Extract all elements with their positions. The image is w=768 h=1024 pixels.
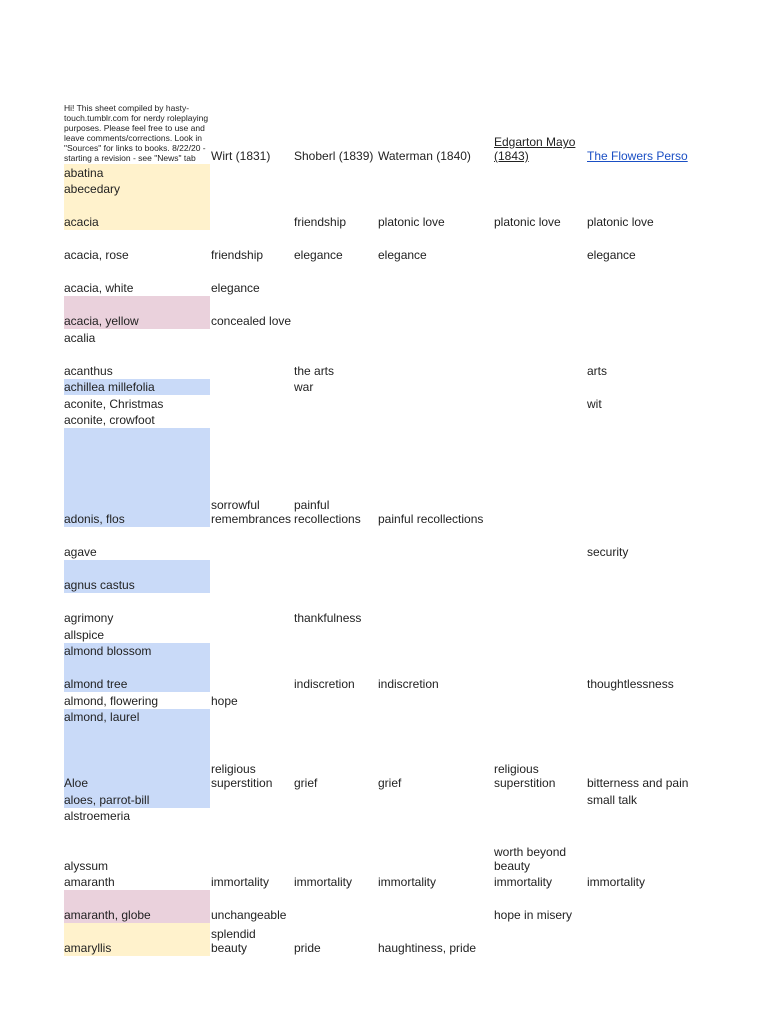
meaning-cell[interactable]: [211, 692, 294, 709]
flower-name-cell-text: aconite, crowfoot: [64, 413, 155, 427]
meaning-cell-text: elegance: [378, 248, 427, 262]
meaning-cell[interactable]: [587, 725, 690, 791]
flower-name-cell-text: agrimony: [64, 611, 114, 625]
header-edgarton-mayo[interactable]: [494, 90, 587, 164]
flower-name-cell[interactable]: [64, 263, 210, 296]
meaning-cell-text: worth beyond beauty: [494, 844, 567, 873]
flower-name-cell[interactable]: [64, 874, 210, 891]
flower-name-cell[interactable]: [64, 395, 210, 412]
flower-name-cell[interactable]: [64, 230, 210, 263]
flower-name-cell-text: acacia, white: [64, 281, 134, 295]
meaning-cell-text: hope: [211, 693, 238, 708]
flower-name-cell-text: almond blossom: [64, 644, 152, 658]
meaning-cell-text: grief: [378, 776, 402, 790]
flower-name-cell[interactable]: [64, 725, 210, 791]
meaning-cell-text: indiscretion: [294, 677, 355, 691]
meaning-cell-text: friendship: [294, 215, 347, 229]
flower-name-cell-text: Aloe: [64, 776, 89, 790]
flower-name-cell-text: aloes, parrot-bill: [64, 792, 150, 807]
meaning-cell[interactable]: [378, 923, 494, 956]
meaning-cell-text: platonic love: [378, 215, 445, 229]
meaning-cell[interactable]: [211, 890, 294, 923]
meaning-cell[interactable]: [378, 428, 494, 527]
flower-name-cell[interactable]: [64, 824, 210, 874]
meaning-cell[interactable]: [294, 197, 378, 230]
flower-name-cell[interactable]: [64, 626, 210, 643]
meaning-cell-text: security: [587, 545, 629, 559]
flower-name-cell[interactable]: [64, 808, 210, 825]
meaning-cell[interactable]: [494, 890, 587, 923]
meaning-cell[interactable]: [587, 230, 690, 263]
meaning-cell[interactable]: [494, 824, 587, 874]
flower-name-cell[interactable]: [64, 527, 210, 560]
meaning-cell-text: platonic love: [587, 215, 654, 229]
flower-name-cell-text: almond, laurel: [64, 710, 140, 724]
flower-name-cell[interactable]: [64, 643, 210, 660]
flower-name-cell[interactable]: [64, 890, 210, 923]
meaning-cell-text: immortality: [211, 875, 270, 889]
header-wirt-text: Wirt (1831): [211, 149, 271, 163]
flower-name-cell-text: agnus castus: [64, 578, 135, 592]
flower-name-cell-text: acacia: [64, 215, 99, 229]
meaning-cell[interactable]: [294, 923, 378, 956]
flower-name-cell-text: amaryllis: [64, 941, 112, 955]
flower-name-cell[interactable]: [64, 692, 210, 709]
flower-name-cell-text: amaranth: [64, 875, 115, 889]
meaning-cell-text: immortality: [378, 875, 437, 889]
flower-name-cell-text: acacia, rose: [64, 248, 129, 262]
meaning-cell[interactable]: [494, 197, 587, 230]
meaning-cell-text: immortality: [587, 875, 646, 889]
meaning-cell[interactable]: [294, 593, 378, 626]
header-wirt[interactable]: [211, 90, 294, 164]
header-waterman-text: Waterman (1840): [378, 149, 471, 163]
meaning-cell-text: grief: [294, 776, 318, 790]
meaning-cell[interactable]: [294, 346, 378, 379]
meaning-cell[interactable]: [294, 379, 378, 396]
meaning-cell[interactable]: [211, 874, 294, 891]
flower-name-cell[interactable]: [64, 560, 210, 593]
meaning-cell[interactable]: [211, 230, 294, 263]
header-shoberl[interactable]: [294, 90, 378, 164]
flower-name-cell[interactable]: [64, 296, 210, 329]
flower-name-cell[interactable]: [64, 197, 210, 230]
meaning-cell[interactable]: [378, 659, 494, 692]
meaning-cell-text: unchangeable: [211, 908, 287, 922]
meaning-cell[interactable]: [294, 659, 378, 692]
meaning-cell-text: wit: [587, 396, 602, 411]
meaning-cell-text: elegance: [587, 248, 636, 262]
flower-name-cell-text: abatina: [64, 165, 104, 180]
flower-name-cell-text: achillea millefolia: [64, 380, 155, 394]
flower-name-cell-text: alyssum: [64, 858, 109, 873]
meaning-cell[interactable]: [494, 725, 587, 791]
meaning-cell-text: friendship: [211, 248, 264, 262]
meaning-cell-text: elegance: [294, 248, 343, 262]
meaning-cell-text: pride: [294, 941, 321, 955]
meaning-cell-text: thankfulness: [294, 611, 362, 625]
meaning-cell[interactable]: [378, 197, 494, 230]
header-edgarton-mayo-text: Edgarton Mayo (1843): [494, 135, 576, 163]
meaning-cell[interactable]: [587, 874, 690, 891]
flower-name-cell-text: amaranth, globe: [64, 908, 151, 922]
flower-name-cell[interactable]: [64, 659, 210, 692]
meaning-cell[interactable]: [378, 230, 494, 263]
intro-note-cell[interactable]: [64, 90, 210, 164]
meaning-cell-text: elegance: [211, 281, 260, 295]
meaning-cell[interactable]: [587, 395, 690, 412]
header-flowers-personified-text: The Flowers Perso: [587, 149, 688, 163]
flower-name-cell-text: almond, flowering: [64, 693, 159, 708]
flower-name-cell[interactable]: [64, 412, 210, 429]
flower-name-cell-text: abecedary: [64, 182, 121, 196]
flower-name-cell[interactable]: [64, 346, 210, 379]
meaning-cell[interactable]: [294, 874, 378, 891]
meaning-cell[interactable]: [587, 791, 690, 808]
flower-name-cell-text: acanthus: [64, 363, 113, 378]
flower-name-cell[interactable]: [64, 164, 210, 181]
meaning-cell-text: thoughtlessness: [587, 677, 674, 691]
flower-name-cell[interactable]: [64, 593, 210, 626]
meaning-cell-text: sorrowful remembrances: [211, 498, 292, 526]
meaning-cell-text: arts: [587, 363, 608, 378]
flower-name-cell-text: acacia, yellow: [64, 314, 139, 328]
flower-name-cell-text: alstroemeria: [64, 809, 131, 823]
flower-name-cell[interactable]: [64, 329, 210, 346]
meaning-cell-text: immortality: [494, 875, 553, 889]
meaning-cell[interactable]: [294, 230, 378, 263]
meaning-cell[interactable]: [211, 725, 294, 791]
meaning-cell[interactable]: [378, 874, 494, 891]
meaning-cell-text: religious superstition: [494, 762, 556, 790]
flower-name-cell-text: almond tree: [64, 677, 128, 691]
flower-name-cell-text: allspice: [64, 627, 105, 642]
flower-name-cell[interactable]: [64, 181, 210, 198]
flower-name-cell[interactable]: [64, 379, 210, 396]
meaning-cell-text: religious superstition: [211, 762, 273, 790]
meaning-cell[interactable]: [211, 263, 294, 296]
meaning-cell[interactable]: [378, 725, 494, 791]
intro-note-cell-text: Hi! This sheet compiled by hasty-touch.tumblr.com for nerdy roleplaying purposes. Please feel free to use and leave comments/corrections. Look in "Sources" for links to books. 8/22/20 - starting a revision - see "News" tab: [64, 103, 209, 163]
flower-name-cell-text: aconite, Christmas: [64, 396, 164, 411]
meaning-cell-text: painful recollections: [378, 512, 484, 526]
meaning-cell-text: bitterness and pain: [587, 776, 689, 790]
meaning-cell-text: hope in misery: [494, 908, 573, 922]
meaning-cell-text: platonic love: [494, 215, 561, 229]
meaning-cell[interactable]: [587, 197, 690, 230]
flower-name-cell[interactable]: [64, 428, 210, 527]
flower-name-cell-text: adonis, flos: [64, 512, 125, 526]
meaning-cell[interactable]: [587, 346, 690, 379]
meaning-cell[interactable]: [587, 527, 690, 560]
flower-name-cell[interactable]: [64, 709, 210, 726]
meaning-cell[interactable]: [211, 428, 294, 527]
meaning-cell-text: war: [294, 380, 314, 394]
header-waterman[interactable]: [378, 90, 494, 164]
meaning-cell-text: haughtiness, pride: [378, 941, 477, 955]
meaning-cell-text: the arts: [294, 363, 335, 378]
meaning-cell-text: splendid beauty: [211, 927, 256, 955]
header-flowers-personified[interactable]: [587, 90, 690, 164]
flower-name-cell[interactable]: [64, 923, 210, 956]
meaning-cell[interactable]: [211, 296, 294, 329]
flower-name-cell[interactable]: [64, 791, 210, 808]
meaning-cell[interactable]: [494, 874, 587, 891]
meaning-cell[interactable]: [587, 659, 690, 692]
flower-name-cell-text: acalia: [64, 330, 96, 345]
header-shoberl-text: Shoberl (1839): [294, 149, 374, 163]
meaning-cell-text: indiscretion: [378, 677, 439, 691]
meaning-cell-text: small talk: [587, 792, 638, 807]
meaning-cell-text: immortality: [294, 875, 353, 889]
flower-name-cell-text: agave: [64, 545, 97, 559]
meaning-cell[interactable]: [211, 923, 294, 956]
meaning-cell-text: concealed love: [211, 314, 292, 328]
meaning-cell[interactable]: [294, 428, 378, 527]
meaning-cell-text: painful recollections: [294, 498, 361, 526]
meaning-cell[interactable]: [294, 725, 378, 791]
